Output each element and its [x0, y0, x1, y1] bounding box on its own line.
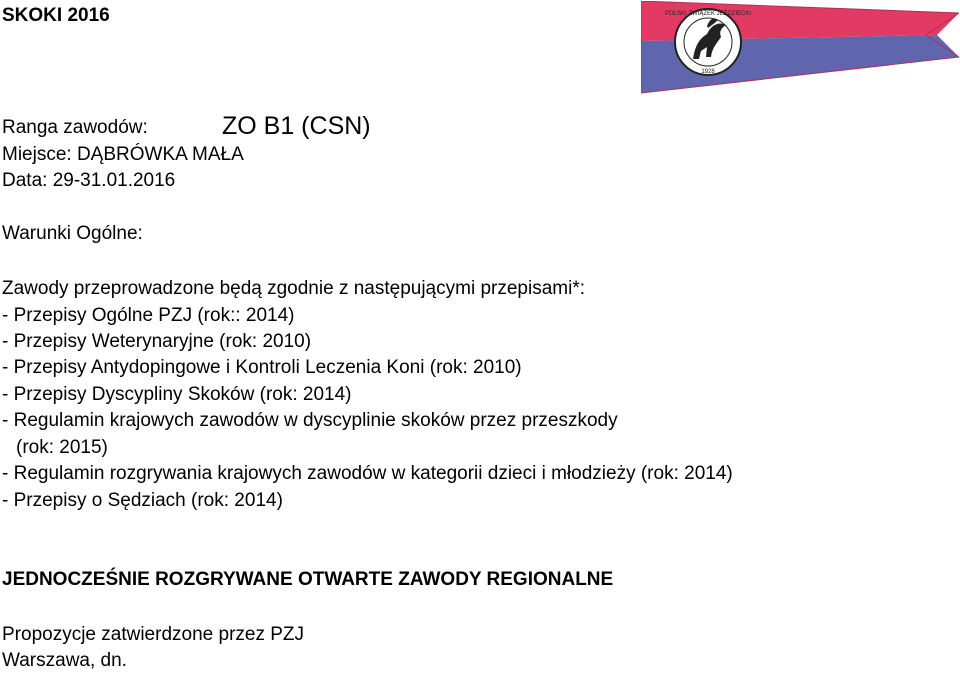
warunki-heading: Warunki Ogólne: [2, 223, 143, 244]
rule-item: - Przepisy Dyscypliny Skoków (rok: 2014) [2, 384, 352, 405]
ranga-label: Ranga zawodów: [2, 117, 148, 138]
svg-text:POLSKI ZWIĄZEK JEŹDZIECKI: POLSKI ZWIĄZEK JEŹDZIECKI [664, 11, 752, 17]
pzj-pennant-logo [641, 1, 959, 97]
concurrent-competition-heading: JEDNOCZEŚNIE ROZGRYWANE OTWARTE ZAWODY REGIONALNE [2, 569, 614, 590]
rule-item: - Regulamin rozgrywania krajowych zawodów w kategorii dzieci i młodzieży (rok: 2014) [2, 463, 733, 484]
data-line: Data: 29-31.01.2016 [2, 170, 176, 191]
city-date-line: Warszawa, dn. [2, 650, 127, 671]
rule-item-continuation: (rok: 2015) [16, 437, 108, 458]
svg-text:1928: 1928 [701, 69, 715, 75]
approval-line: Propozycje zatwierdzone przez PZJ [2, 624, 305, 645]
rule-item: - Przepisy o Sędziach (rok: 2014) [2, 490, 283, 511]
miejsce-line: Miejsce: DĄBRÓWKA MAŁA [2, 144, 244, 165]
rule-item: - Regulamin krajowych zawodów w dyscyplinie skoków przez przeszkody [2, 410, 618, 431]
document-title: SKOKI 2016 [2, 5, 110, 26]
rules-intro: Zawody przeprowadzone będą zgodnie z następującymi przepisami*: [2, 278, 585, 299]
rule-item: - Przepisy Weterynaryjne (rok: 2010) [2, 331, 312, 352]
ranga-value: ZO B1 (CSN) [222, 112, 371, 140]
rule-item: - Przepisy Antydopingowe i Kontroli Leczenia Koni (rok: 2010) [2, 357, 522, 378]
rule-item: - Przepisy Ogólne PZJ (rok:: 2014) [2, 305, 295, 326]
